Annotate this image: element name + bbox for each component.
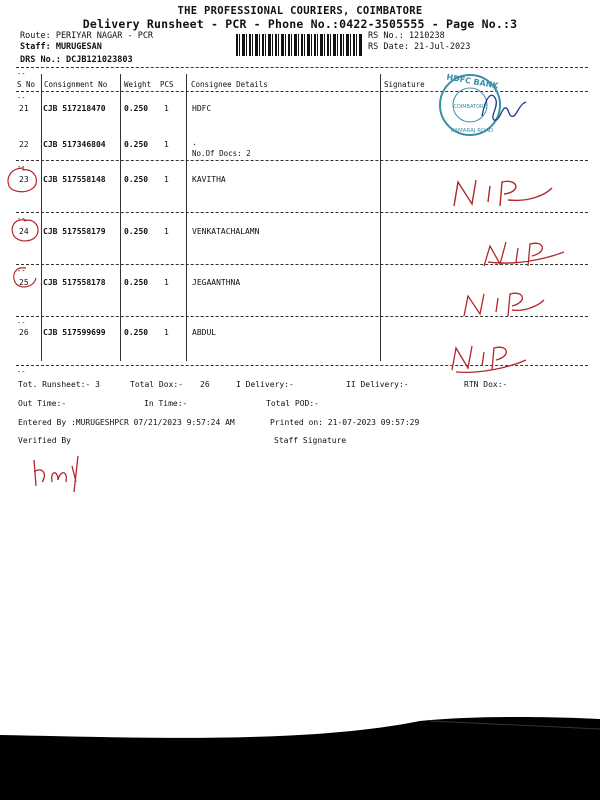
drs-number: DRS No.: DCJB121023803 <box>20 55 133 65</box>
stamp-bottom-text: KAMARAJ ROAD <box>450 128 494 134</box>
col-header-consignment: Consignment No <box>44 80 108 89</box>
row-pcs: 1 <box>164 175 169 184</box>
row-sno: 21 <box>19 104 29 113</box>
runsheet-subtitle: Delivery Runsheet - PCR - Phone No.:0422-3505555 - Page No.:3 <box>82 17 518 31</box>
runsheet-page: THE PROFESSIONAL COURIERS, COIMBATORE Delivery Runsheet - PCR - Phone No.:0422-3505555 - Page No.:3 Route: PERIYAR NAGAR - PCR Staff: MURUGESAN DRS No.: DCJB121023803 RS No.: 1210238 RS Date: 21-Jul-2023 -- -- -- -- -- -- -- S No Consignment No Weight PCS Consignee Details Signature 21 CJB 517218470 0.250 1 HDFC 22 CJB 517346804 0.250 1 . No.Of Docs: 2 23 CJB 517558148 0.250 1 KAVITHA 24 CJB 517558179 0.250 1 VENKATACHALAMN 25 CJB 517558178 0.250 1 JEGAANTHNA 26 CJB 517599699 0.250 1 ABDUL HDFC BANK COIMBATORE KAMARAJ ROAD Tot. Runsheet:- 3 Total Dox:- 26 I Delivery:- II Delivery:- RTN Dox:- Out Time:- In Time:- Total POD:- Entered By :MURUGESHPCR 07/21/2023 9:57:24 AM Printed on: 21-07-2023 09:57:29 Verified By Staff Signature <box>0 0 600 800</box>
column-rule <box>186 74 187 361</box>
handwritten-nip-mark <box>448 172 558 212</box>
row-sno: 23 <box>19 175 29 184</box>
divider <box>16 67 588 68</box>
row-weight: 0.250 <box>124 104 149 113</box>
row-consignment: CJB 517346804 <box>43 140 106 149</box>
col-header-weight: Weight <box>124 80 152 89</box>
staff-signature-label: Staff Signature <box>274 436 347 445</box>
route-label: Route: PERIYAR NAGAR - PCR <box>20 31 154 41</box>
col-header-signature: Signature <box>384 80 425 89</box>
row-consignee: . <box>192 138 197 147</box>
row-consignee: KAVITHA <box>192 175 226 184</box>
handwritten-nip-mark <box>458 284 548 322</box>
signature-hdfc <box>476 86 530 126</box>
row-weight: 0.250 <box>124 175 149 184</box>
row-sno: 26 <box>19 328 29 337</box>
total-dox-value: 26 <box>200 380 210 389</box>
row-consignee: VENKATACHALAMN <box>192 227 260 236</box>
row-pcs: 1 <box>164 104 169 113</box>
scan-shadow <box>0 715 600 800</box>
stamp-middle-text: COIMBATORE <box>453 104 487 110</box>
handwritten-nip-mark <box>448 336 532 376</box>
stamp-top-text: HDFC BANK <box>445 72 500 91</box>
divider <box>16 160 588 161</box>
i-delivery-label: I Delivery:- <box>236 380 294 389</box>
verified-by-label: Verified By <box>18 436 71 445</box>
verifier-signature <box>28 452 88 496</box>
row-consignment: CJB 517558148 <box>43 175 106 184</box>
rs-number: RS No.: 1210238 <box>368 31 445 41</box>
row-sno: 22 <box>19 140 29 149</box>
row-consignment: CJB 517558179 <box>43 227 106 236</box>
row-consignment: CJB 517218470 <box>43 104 106 113</box>
row-weight: 0.250 <box>124 328 149 337</box>
total-dox-label: Total Dox:- <box>130 380 183 389</box>
row-pcs: 1 <box>164 140 169 149</box>
row-weight: 0.250 <box>124 140 149 149</box>
row-sno: 24 <box>19 227 29 236</box>
handwritten-nip-mark <box>478 232 568 272</box>
row-pcs: 1 <box>164 278 169 287</box>
row-pcs: 1 <box>164 328 169 337</box>
row-sno: 25 <box>19 278 29 287</box>
printed-on: Printed on: 21-07-2023 09:57:29 <box>270 418 420 427</box>
column-rule <box>120 74 121 361</box>
divider <box>16 212 588 213</box>
out-time-label: Out Time:- <box>18 399 67 408</box>
col-header-pcs: PCS <box>160 80 174 89</box>
row-consignee: HDFC <box>192 104 212 113</box>
row-consignment: CJB 517558178 <box>43 278 106 287</box>
row-consignment: CJB 517599699 <box>43 328 106 337</box>
column-rule <box>380 74 381 361</box>
row-weight: 0.250 <box>124 227 149 236</box>
col-header-consignee: Consignee Details <box>191 80 268 89</box>
row-pcs: 1 <box>164 227 169 236</box>
in-time-label: In Time:- <box>144 399 188 408</box>
staff-label: Staff: MURUGESAN <box>20 42 102 52</box>
total-pod-label: Total POD:- <box>266 399 319 408</box>
row-consignee: ABDUL <box>192 328 217 337</box>
entered-by: Entered By :MURUGESHPCR 07/21/2023 9:57:24 AM <box>18 418 235 427</box>
rtn-dox-label: RTN Dox:- <box>464 380 508 389</box>
row-weight: 0.250 <box>124 278 149 287</box>
hand-circle-marks <box>4 164 44 294</box>
col-header-sno: S No <box>17 80 36 89</box>
company-title: THE PROFESSIONAL COURIERS, COIMBATORE <box>177 5 423 17</box>
ii-delivery-label: II Delivery:- <box>346 380 409 389</box>
rs-date: RS Date: 21-Jul-2023 <box>368 42 471 52</box>
row-consignee: JEGAANTHNA <box>192 278 241 287</box>
row-note: No.Of Docs: 2 <box>192 149 251 158</box>
total-runsheet: Tot. Runsheet:- 3 <box>18 380 100 389</box>
barcode <box>236 34 362 56</box>
